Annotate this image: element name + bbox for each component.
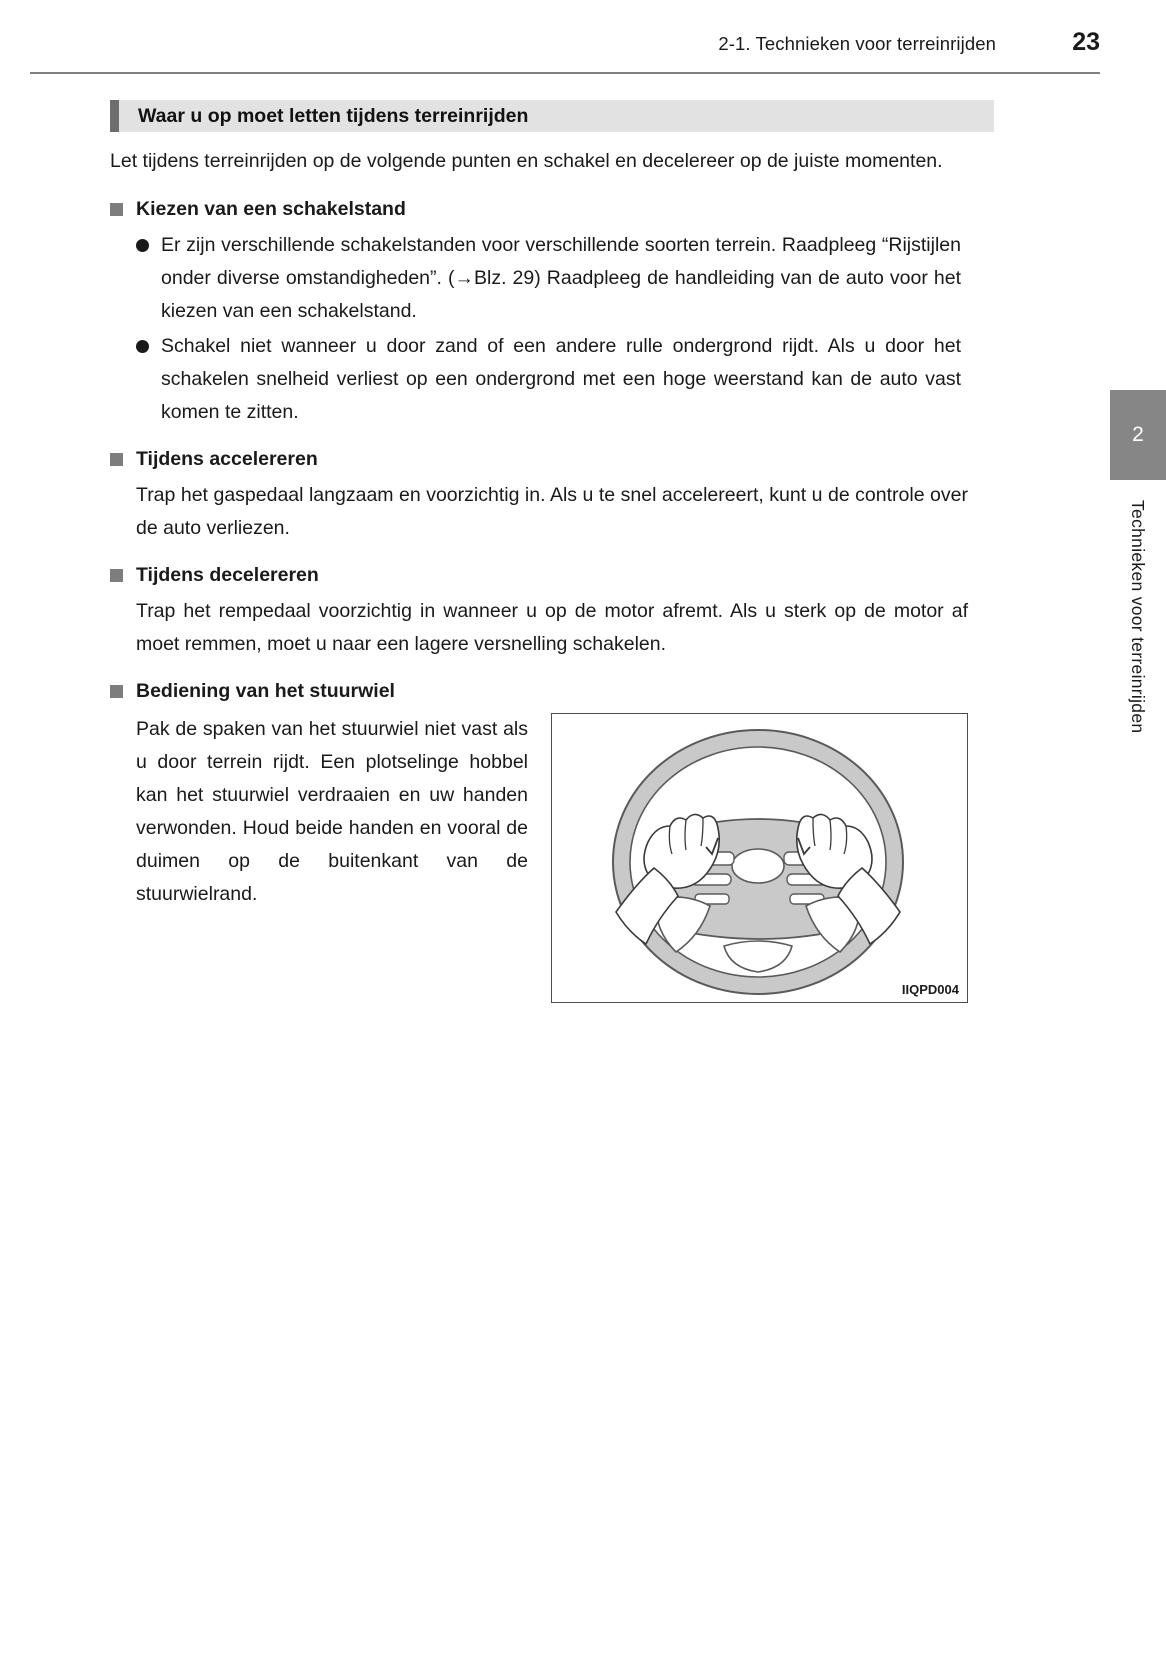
subheading-label: Bediening van het stuurwiel bbox=[136, 680, 395, 702]
page-header bbox=[0, 28, 1100, 57]
steering-wheel-illustration bbox=[552, 714, 965, 1000]
page-content bbox=[110, 145, 994, 1003]
header-divider bbox=[30, 72, 1100, 74]
accelerating-paragraph: Trap het gaspedaal langzaam en voorzichtig in. Als u te snel accelereert, kunt u de controle over de auto verliezen. bbox=[136, 484, 968, 539]
subheading-label: Tijdens accelereren bbox=[136, 448, 318, 470]
square-bullet-icon bbox=[110, 685, 123, 698]
steering-wheel-row bbox=[110, 713, 994, 1003]
page-title: Waar u op moet letten tijdens terreinrijden bbox=[138, 104, 529, 127]
figure-code-label: IIQPD004 bbox=[901, 982, 959, 997]
square-bullet-icon bbox=[110, 203, 123, 216]
round-bullet-icon bbox=[136, 340, 149, 353]
page-number: 23 bbox=[1072, 28, 1100, 56]
subheading-decelerating bbox=[110, 560, 994, 591]
square-bullet-icon bbox=[110, 569, 123, 582]
subheading-accelerating bbox=[110, 444, 994, 475]
intro-paragraph: Let tijdens terreinrijden op de volgende punten en schakel en decelereer op de juiste momenten. bbox=[110, 150, 943, 172]
list-item-text: Er zijn verschillende schakelstanden voor verschillende soorten terrein. Raadpleeg “Rijstijlen onder diverse omstandigheden”. (→Blz. 29) Raadpleeg de handleiding van de auto voor het kiezen van een schakelstand. bbox=[161, 234, 961, 322]
breadcrumb: 2-1. Technieken voor terreinrijden bbox=[718, 33, 996, 54]
section-accent-block bbox=[110, 100, 119, 132]
list-item-text: Schakel niet wanneer u door zand of een andere rulle ondergrond rijdt. Als u door het schakelen snelheid verliest op een ondergrond met een hoge weerstand kan de auto vast komen te zitten. bbox=[161, 335, 961, 423]
round-bullet-icon bbox=[136, 239, 149, 252]
subheading-shift-position bbox=[110, 194, 994, 225]
chapter-tab-label: Technieken voor terreinrijden bbox=[1128, 500, 1148, 734]
subheading-label: Tijdens decelereren bbox=[136, 564, 319, 586]
steering-wheel-paragraph: Pak de spaken van het stuurwiel niet vast als u door terrein rijdt. Een plotselinge hobbel kan het stuurwiel verdraaien en uw handen verwonden. Houd beide handen en vooral de duimen op de buitenkant van de stuurwielrand. bbox=[136, 718, 528, 905]
subheading-label: Kiezen van een schakelstand bbox=[136, 198, 406, 220]
square-bullet-icon bbox=[110, 453, 123, 466]
list-item bbox=[136, 330, 994, 429]
chapter-tab bbox=[1110, 390, 1166, 480]
decelerating-paragraph: Trap het rempedaal voorzichtig in wanneer u op de motor afremt. Als u sterk op de motor af moet remmen, moet u naar een lagere versnelling schakelen. bbox=[136, 600, 968, 655]
chapter-tab-number: 2 bbox=[1132, 423, 1144, 446]
steering-wheel-figure bbox=[551, 713, 968, 1003]
section-title-bar bbox=[110, 100, 994, 132]
shift-bullet-list bbox=[136, 229, 994, 429]
subheading-steering-wheel bbox=[110, 676, 994, 707]
list-item bbox=[136, 229, 994, 328]
